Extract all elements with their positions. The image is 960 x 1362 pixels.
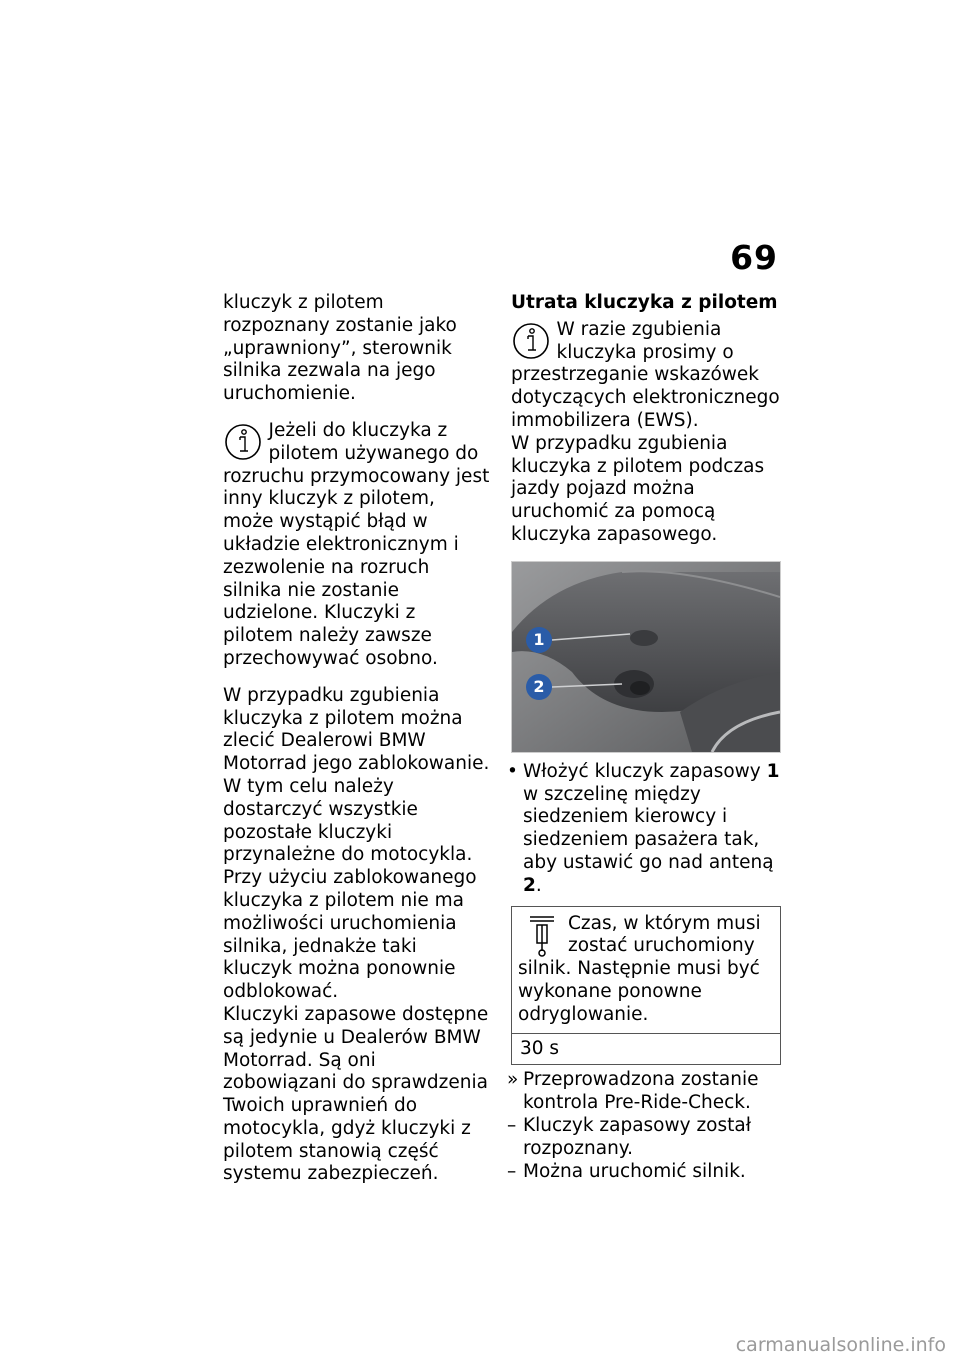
result-mark: » [507,1069,519,1091]
reference-2: 2 [523,874,536,896]
result-text: Można uruchomić silnik. [523,1160,746,1182]
result-mark: – [507,1160,517,1182]
info-icon [511,321,551,361]
step-text: w szczelinę między siedzeniem kierowcy i siedzeniem pasażera tak, aby ustawić go nad anteną [523,783,774,873]
instruction-step [507,760,781,898]
paragraph: kluczyk z pilotem rozpoznany zostanie jako „uprawniony”, sterownik silnika zezwala na jego uruchomienie. [223,292,457,405]
paragraph: W przypadku zgubienia kluczyka z pilotem podczas jazdy pojazd można uruchomić za pomocą kluczyka zapasowego. [511,432,765,545]
info-note [223,420,491,671]
result-item [507,1069,781,1115]
tolerance-icon [524,913,560,957]
info-icon [223,422,263,462]
note-text: W razie zgubienia kluczyka prosimy o przestrzeganie wskazówek dotyczących elektronicznego immobilizera (EWS). [511,318,780,431]
paragraph: Przy użyciu zablokowanego kluczyka z pilotem nie ma możliwości uruchomienia silnika, jednakże taki kluczyk można ponownie odblokować. [223,867,477,1003]
spec-value: 30 s [520,1037,560,1059]
step-text: . [535,874,542,896]
callout-2: 2 [526,674,552,700]
info-note [511,319,781,433]
seat-illustration [512,562,780,752]
result-text: Kluczyk zapasowy został rozpoznany. [523,1114,751,1159]
paragraph: W przypadku zgubienia kluczyka z pilotem można zlecić Dealerowi BMW Motorrad jego zablokowanie. W tym celu należy dostarczyć wszystkie pozostałe kluczyki przynależne do motocykla. [223,684,490,866]
step-text: Włożyć kluczyk zapasowy [523,760,767,782]
spec-text: Czas, w którym musi zostać uruchomiony silnik. Następnie musi być wykonane ponowne odryglowanie. [518,912,761,1025]
result-mark: – [507,1114,517,1136]
left-column [223,292,491,1186]
spec-description [512,907,780,1034]
right-column [507,292,781,1183]
result-item [507,1160,781,1184]
section-heading: Utrata kluczyka z pilotem [511,292,778,313]
result-text: Przeprowadzona zostanie kontrola Pre-Ride-Check. [523,1069,759,1114]
bullet-mark: • [507,760,518,782]
result-item [507,1114,781,1161]
spec-table [511,906,781,1066]
reference-1: 1 [766,760,780,782]
callout-1: 1 [526,627,552,653]
page-number: 69 [730,238,778,277]
seat-figure [511,561,781,753]
note-text: Jeżeli do kluczyka z pilotem używanego do rozruchu przymocowany jest inny kluczyk z pilotem, może wystąpić błąd w układzie elektronicznym i zezwolenie na rozruch silnika nie zostanie udzielone. Kluczyki z pilotem należy zawsze przechowywać osobno. [223,419,490,669]
paragraph: Kluczyki zapasowe dostępne są jedynie u Dealerów BMW Motorrad. Są oni zobowiązani do sprawdzenia Twoich uprawnień do motocykla, gdyż kluczyki z pilotem stanowią część systemu zabezpieczeń. [223,1003,489,1185]
watermark: carmanualsonline.info [735,1334,946,1356]
